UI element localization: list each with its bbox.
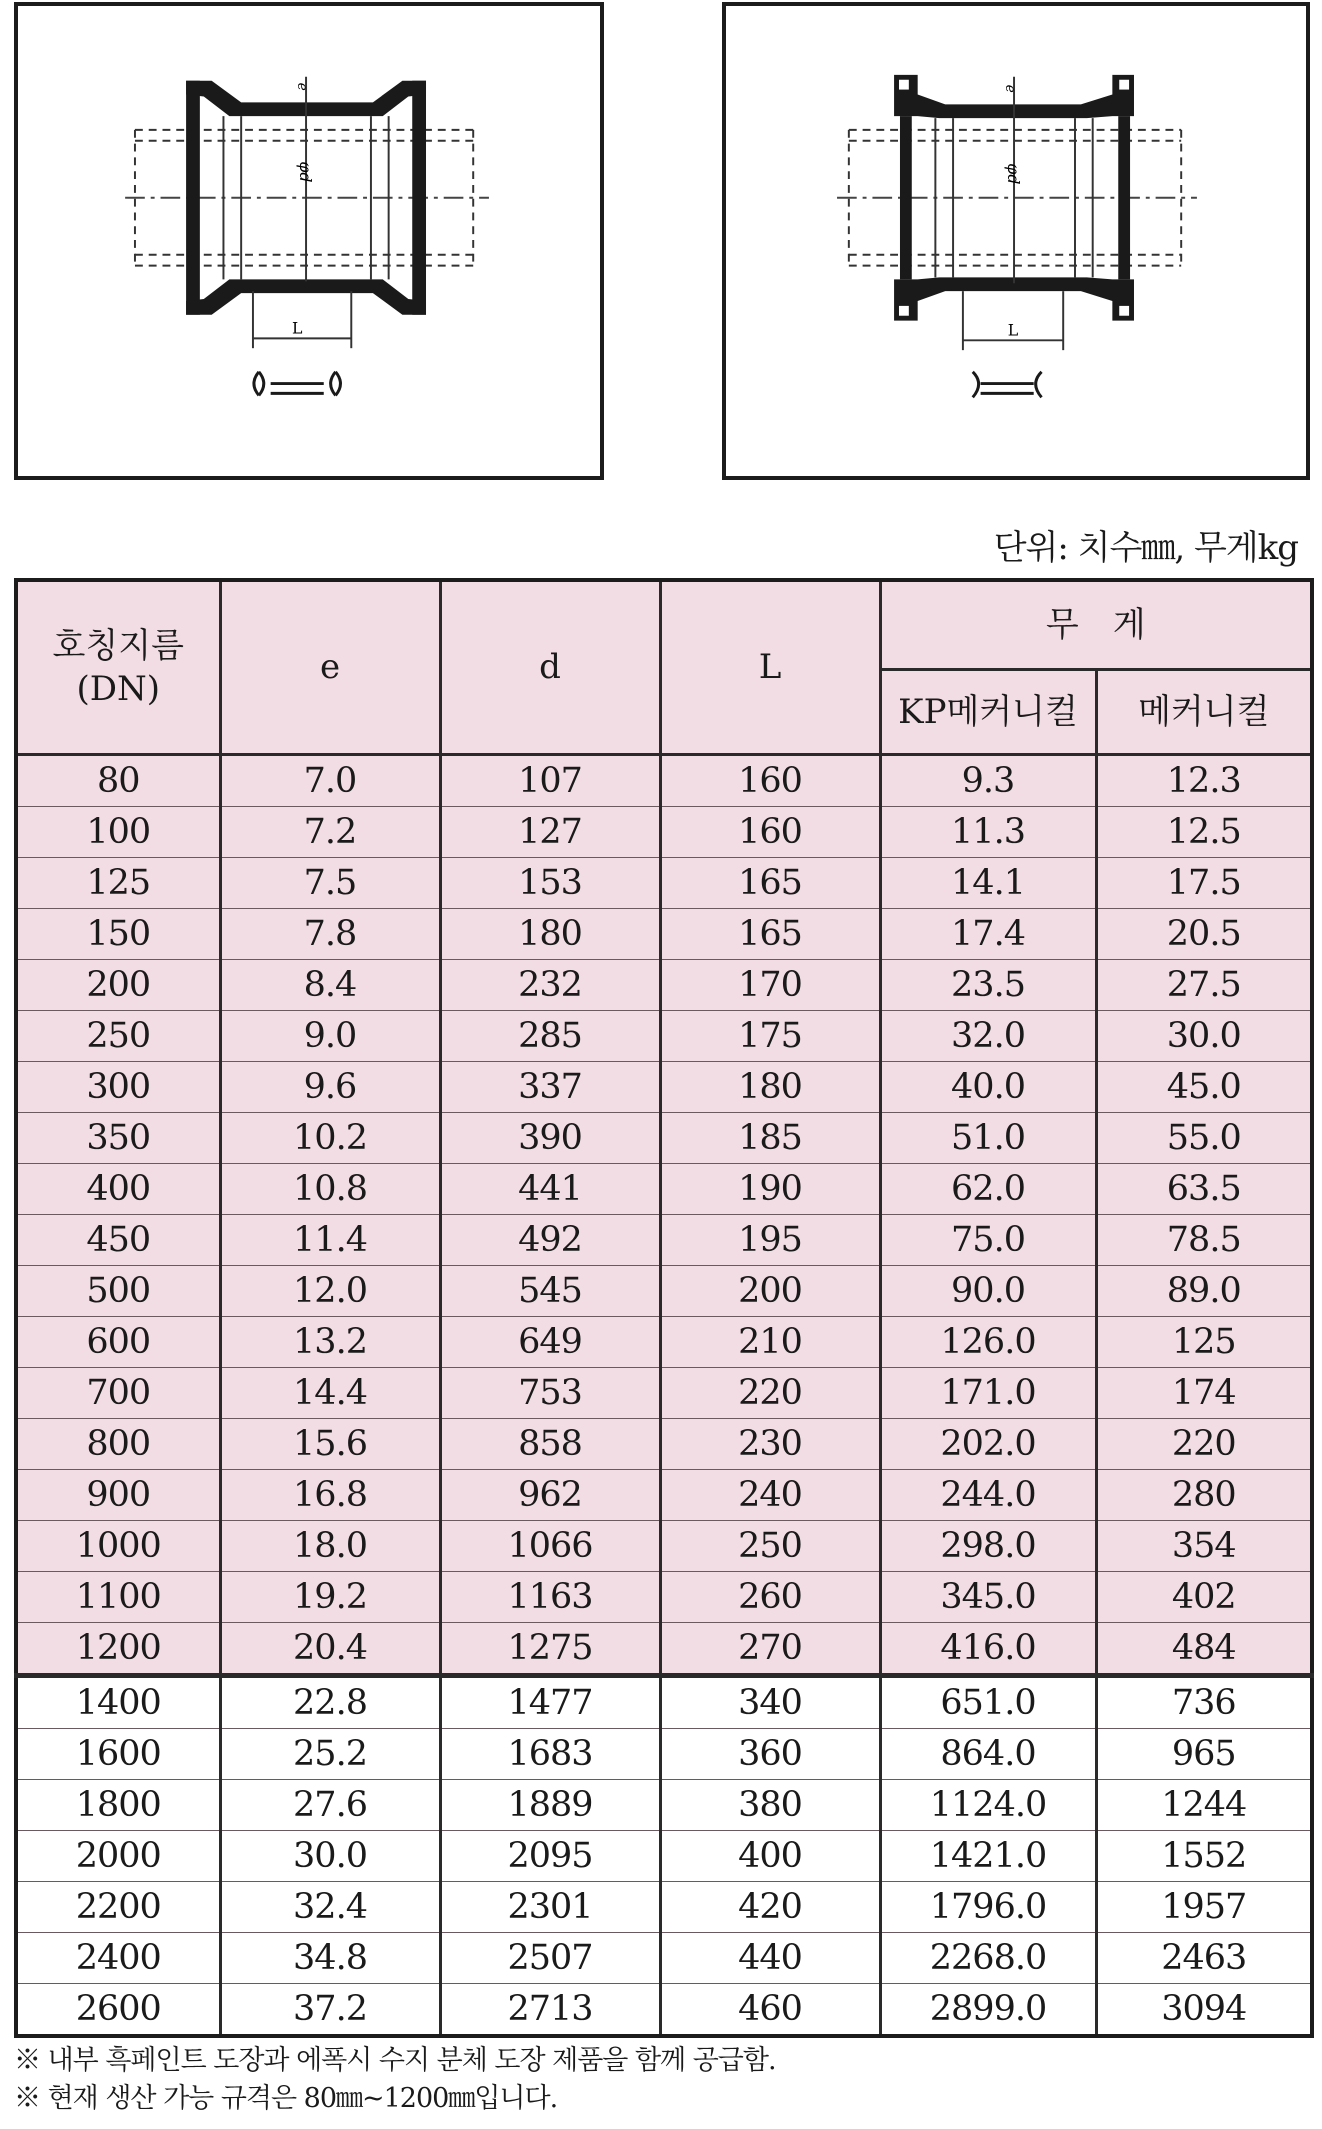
table-row	[16, 858, 1312, 909]
cell-e: 25.2	[220, 1729, 440, 1780]
cell-d: 1163	[440, 1572, 660, 1623]
e-label: e	[294, 82, 311, 91]
cell-weight-kp: 1796.0	[880, 1882, 1096, 1933]
cell-weight-mech: 30.0	[1096, 1011, 1312, 1062]
cell-weight-mech: 125	[1096, 1317, 1312, 1368]
cell-e: 34.8	[220, 1933, 440, 1984]
cell-d: 180	[440, 909, 660, 960]
cell-weight-kp: 171.0	[880, 1368, 1096, 1419]
table-row	[16, 1831, 1312, 1882]
cell-weight-mech: 12.3	[1096, 755, 1312, 807]
cell-e: 20.4	[220, 1623, 440, 1676]
cell-dn: 2600	[16, 1984, 220, 2037]
cell-weight-kp: 298.0	[880, 1521, 1096, 1572]
cell-weight-mech: 1244	[1096, 1780, 1312, 1831]
table-row	[16, 1984, 1312, 2037]
cell-weight-mech: 1552	[1096, 1831, 1312, 1882]
sleeve-diagram-left	[14, 2, 604, 480]
cell-d: 492	[440, 1215, 660, 1266]
header-d: d	[440, 580, 660, 755]
cell-dn: 1200	[16, 1623, 220, 1676]
cell-weight-kp: 202.0	[880, 1419, 1096, 1470]
cell-weight-mech: 78.5	[1096, 1215, 1312, 1266]
cell-dn: 100	[16, 807, 220, 858]
cell-d: 441	[440, 1164, 660, 1215]
cell-d: 232	[440, 960, 660, 1011]
header-l: L	[660, 580, 880, 755]
cell-dn: 150	[16, 909, 220, 960]
cell-dn: 800	[16, 1419, 220, 1470]
cell-l: 180	[660, 1062, 880, 1113]
footnote: ※ 내부 흑페인트 도장과 에폭시 수지 분체 도장 제품을 함께 공급함.	[14, 2045, 776, 2076]
cell-l: 270	[660, 1623, 880, 1676]
cell-l: 420	[660, 1882, 880, 1933]
table-row	[16, 1113, 1312, 1164]
cell-weight-mech: 63.5	[1096, 1164, 1312, 1215]
cell-d: 753	[440, 1368, 660, 1419]
header-e: e	[220, 580, 440, 755]
unit-note: 단위: 치수㎜, 무게kg	[993, 528, 1298, 568]
cell-weight-kp: 1124.0	[880, 1780, 1096, 1831]
cell-l: 200	[660, 1266, 880, 1317]
cell-l: 360	[660, 1729, 880, 1780]
cell-weight-kp: 23.5	[880, 960, 1096, 1011]
cell-weight-mech: 280	[1096, 1470, 1312, 1521]
cell-dn: 350	[16, 1113, 220, 1164]
cell-weight-kp: 126.0	[880, 1317, 1096, 1368]
cell-e: 9.6	[220, 1062, 440, 1113]
cell-e: 10.2	[220, 1113, 440, 1164]
cell-e: 37.2	[220, 1984, 440, 2037]
cell-dn: 125	[16, 858, 220, 909]
cell-d: 1889	[440, 1780, 660, 1831]
cell-l: 160	[660, 807, 880, 858]
cell-d: 285	[440, 1011, 660, 1062]
sleeve-drawing-right	[726, 6, 1306, 476]
footnote: ※ 현재 생산 가능 규격은 80㎜~1200㎜입니다.	[14, 2083, 558, 2114]
table-row	[16, 1215, 1312, 1266]
cell-weight-kp: 11.3	[880, 807, 1096, 858]
cell-d: 2507	[440, 1933, 660, 1984]
header-weight-mech: 메커니컬	[1096, 670, 1312, 755]
cell-weight-kp: 62.0	[880, 1164, 1096, 1215]
cell-dn: 200	[16, 960, 220, 1011]
header-weight: 무 게	[880, 580, 1312, 670]
cell-l: 380	[660, 1780, 880, 1831]
cell-weight-mech: 220	[1096, 1419, 1312, 1470]
cell-dn: 1800	[16, 1780, 220, 1831]
cell-e: 30.0	[220, 1831, 440, 1882]
table-row	[16, 1470, 1312, 1521]
spec-table	[14, 578, 1314, 2038]
table-row	[16, 1419, 1312, 1470]
cell-dn: 700	[16, 1368, 220, 1419]
cell-d: 2713	[440, 1984, 660, 2037]
cell-l: 400	[660, 1831, 880, 1882]
table-row	[16, 1729, 1312, 1780]
cell-d: 107	[440, 755, 660, 807]
cell-weight-mech: 2463	[1096, 1933, 1312, 1984]
cell-e: 15.6	[220, 1419, 440, 1470]
cell-weight-mech: 27.5	[1096, 960, 1312, 1011]
table-row	[16, 1882, 1312, 1933]
cell-dn: 2000	[16, 1831, 220, 1882]
cell-e: 10.8	[220, 1164, 440, 1215]
cell-weight-mech: 89.0	[1096, 1266, 1312, 1317]
cell-e: 9.0	[220, 1011, 440, 1062]
cell-weight-mech: 736	[1096, 1676, 1312, 1729]
cell-e: 7.0	[220, 755, 440, 807]
cell-dn: 400	[16, 1164, 220, 1215]
cell-dn: 600	[16, 1317, 220, 1368]
cell-e: 8.4	[220, 960, 440, 1011]
cell-dn: 450	[16, 1215, 220, 1266]
cell-weight-kp: 651.0	[880, 1676, 1096, 1729]
d-label: φd	[1004, 163, 1024, 185]
sleeve-drawing-left	[18, 6, 600, 476]
cell-weight-mech: 55.0	[1096, 1113, 1312, 1164]
cell-weight-mech: 484	[1096, 1623, 1312, 1676]
cell-d: 1477	[440, 1676, 660, 1729]
cell-dn: 1400	[16, 1676, 220, 1729]
cell-e: 22.8	[220, 1676, 440, 1729]
table-row	[16, 1266, 1312, 1317]
table-row	[16, 1933, 1312, 1984]
cell-l: 165	[660, 909, 880, 960]
cell-e: 19.2	[220, 1572, 440, 1623]
cell-weight-mech: 1957	[1096, 1882, 1312, 1933]
cell-e: 16.8	[220, 1470, 440, 1521]
table-row	[16, 1780, 1312, 1831]
cell-weight-kp: 864.0	[880, 1729, 1096, 1780]
table-body	[16, 755, 1312, 2037]
footnotes	[14, 2042, 776, 2118]
cell-weight-kp: 17.4	[880, 909, 1096, 960]
cell-weight-mech: 354	[1096, 1521, 1312, 1572]
cell-weight-mech: 174	[1096, 1368, 1312, 1419]
cell-d: 153	[440, 858, 660, 909]
cell-weight-kp: 2899.0	[880, 1984, 1096, 2037]
table-row	[16, 1623, 1312, 1676]
table-row	[16, 960, 1312, 1011]
cell-weight-mech: 965	[1096, 1729, 1312, 1780]
cell-weight-kp: 75.0	[880, 1215, 1096, 1266]
cell-l: 165	[660, 858, 880, 909]
cell-dn: 80	[16, 755, 220, 807]
l-label: L	[1007, 320, 1019, 340]
cell-l: 210	[660, 1317, 880, 1368]
cell-weight-kp: 14.1	[880, 858, 1096, 909]
cell-weight-kp: 9.3	[880, 755, 1096, 807]
cell-d: 390	[440, 1113, 660, 1164]
cell-e: 11.4	[220, 1215, 440, 1266]
header-dn: 호칭지름 (DN)	[16, 580, 220, 755]
cell-d: 337	[440, 1062, 660, 1113]
l-label: L	[291, 318, 303, 338]
d-label: φd	[296, 161, 316, 183]
header-weight-kp: KP메커니컬	[880, 670, 1096, 755]
table-row	[16, 1062, 1312, 1113]
cell-l: 340	[660, 1676, 880, 1729]
cell-dn: 900	[16, 1470, 220, 1521]
cell-weight-kp: 416.0	[880, 1623, 1096, 1676]
cell-l: 240	[660, 1470, 880, 1521]
table-row	[16, 909, 1312, 960]
cell-dn: 300	[16, 1062, 220, 1113]
cell-l: 175	[660, 1011, 880, 1062]
cell-e: 7.8	[220, 909, 440, 960]
cell-l: 250	[660, 1521, 880, 1572]
cell-l: 160	[660, 755, 880, 807]
cell-e: 12.0	[220, 1266, 440, 1317]
cell-weight-kp: 32.0	[880, 1011, 1096, 1062]
cell-weight-mech: 12.5	[1096, 807, 1312, 858]
cell-l: 230	[660, 1419, 880, 1470]
cell-dn: 1100	[16, 1572, 220, 1623]
cell-weight-kp: 244.0	[880, 1470, 1096, 1521]
cell-d: 1066	[440, 1521, 660, 1572]
cell-e: 13.2	[220, 1317, 440, 1368]
cell-d: 1683	[440, 1729, 660, 1780]
cell-dn: 1000	[16, 1521, 220, 1572]
cell-weight-kp: 1421.0	[880, 1831, 1096, 1882]
cell-d: 1275	[440, 1623, 660, 1676]
table-row	[16, 1521, 1312, 1572]
cell-d: 649	[440, 1317, 660, 1368]
cell-d: 2095	[440, 1831, 660, 1882]
cell-e: 7.5	[220, 858, 440, 909]
cell-l: 260	[660, 1572, 880, 1623]
cell-e: 7.2	[220, 807, 440, 858]
cell-d: 962	[440, 1470, 660, 1521]
section-symbol	[973, 372, 1042, 398]
section-symbol	[254, 372, 341, 396]
cell-dn: 250	[16, 1011, 220, 1062]
cell-weight-kp: 2268.0	[880, 1933, 1096, 1984]
table-row	[16, 1572, 1312, 1623]
cell-d: 545	[440, 1266, 660, 1317]
cell-weight-kp: 40.0	[880, 1062, 1096, 1113]
cell-d: 2301	[440, 1882, 660, 1933]
cell-d: 858	[440, 1419, 660, 1470]
table-row	[16, 807, 1312, 858]
cell-l: 460	[660, 1984, 880, 2037]
cell-l: 220	[660, 1368, 880, 1419]
cell-e: 18.0	[220, 1521, 440, 1572]
cell-dn: 2400	[16, 1933, 220, 1984]
cell-e: 14.4	[220, 1368, 440, 1419]
cell-l: 440	[660, 1933, 880, 1984]
cell-dn: 1600	[16, 1729, 220, 1780]
cell-l: 190	[660, 1164, 880, 1215]
cell-weight-kp: 345.0	[880, 1572, 1096, 1623]
cell-e: 32.4	[220, 1882, 440, 1933]
sleeve-diagram-right	[722, 2, 1310, 480]
cell-weight-mech: 17.5	[1096, 858, 1312, 909]
table-row	[16, 1676, 1312, 1729]
cell-weight-mech: 20.5	[1096, 909, 1312, 960]
table-row	[16, 1011, 1312, 1062]
cell-weight-mech: 3094	[1096, 1984, 1312, 2037]
cell-weight-kp: 51.0	[880, 1113, 1096, 1164]
cell-l: 185	[660, 1113, 880, 1164]
cell-weight-kp: 90.0	[880, 1266, 1096, 1317]
cell-l: 170	[660, 960, 880, 1011]
table-row	[16, 1368, 1312, 1419]
e-label: e	[1002, 84, 1019, 93]
cell-weight-mech: 402	[1096, 1572, 1312, 1623]
table-row	[16, 1317, 1312, 1368]
cell-dn: 2200	[16, 1882, 220, 1933]
cell-e: 27.6	[220, 1780, 440, 1831]
cell-l: 195	[660, 1215, 880, 1266]
table-row	[16, 755, 1312, 807]
cell-dn: 500	[16, 1266, 220, 1317]
table-row	[16, 1164, 1312, 1215]
cell-weight-mech: 45.0	[1096, 1062, 1312, 1113]
cell-d: 127	[440, 807, 660, 858]
